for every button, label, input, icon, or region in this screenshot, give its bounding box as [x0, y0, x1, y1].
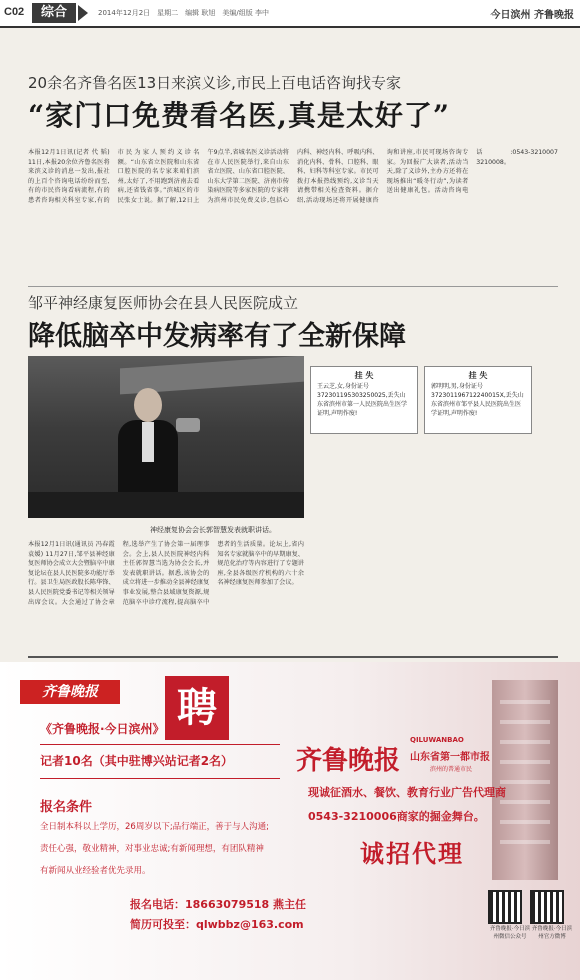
masthead-brand: 今日滨州 齐鲁晚报 — [490, 10, 574, 21]
ad-condition: 有新闻从业经验者优先录用。 — [40, 866, 151, 876]
notice-text: 郭明明,男,身份证号372301196712240015X,丢失山东省滨州市邹平县人民医院出生医学证明,声明作废! — [431, 383, 524, 417]
ad-condition: 责任心强，敬业精神，对事业忠诚;有新闻理想，有团队精神 — [40, 844, 264, 854]
hiring-badge: 聘 — [165, 676, 229, 740]
story2-body: 本报12月1日讯(通讯员 冯春霞 袁媛) 11月27日,邹平县神经康复医师协会成立大会暨脑卒中康复论坛在县人民医院多功能厅举行。县卫生局医政股长陈华锋、县人民医院党委书记等相关领导出席会议。大会通过了协会章程,选举产生了协会第一届理事会。会上,县人民医院神经内科主任郭智慧当选为协会会长,并发表就职讲话。据悉,该协会的成立将进一步推动全县神经康复事业发展,整合县域康复资源,规范脑卒中诊疗流程,提高脑卒中患者的生活质量。论坛上,省内知名专家就脑卒中的早期康复、规范化治疗等内容进行了专题讲座,全县各级医疗机构的六十余名神经康复医师参加了会议。 — [28, 541, 304, 606]
page-code: C02 — [4, 6, 25, 18]
qr-caption: 齐鲁晚报·今日滨州官方微博 — [531, 926, 573, 940]
qr-code-icon — [530, 890, 564, 924]
ad-logo: 齐鲁晚报 — [20, 680, 120, 704]
story1-headline: “家门口免费看名医,真是太好了” — [28, 99, 450, 132]
ad-rule — [40, 744, 280, 745]
ad-positions: 记者10名（其中驻博兴站记者2名） — [40, 754, 234, 768]
ad-agent-heading: 诚招代理 — [360, 839, 464, 868]
story1-kicker: 20余名齐鲁名医13日来滨义诊,市民上百电话咨询找专家 — [28, 74, 401, 92]
lost-notice — [424, 366, 532, 434]
ad-title: 《齐鲁晚报·今日滨州》 — [40, 722, 165, 736]
section-label: 综合 — [32, 3, 76, 23]
qr-block — [488, 890, 532, 940]
photo-caption: 神经康复协会会长郭智慧发表就职讲话。 — [150, 526, 276, 534]
ad-pinyin: QILUWANBAO — [410, 736, 464, 744]
lost-notice — [310, 366, 418, 434]
ad-phone: 报名电话：18663079518 燕主任 — [130, 898, 307, 911]
ad-conditions-title: 报名条件 — [40, 800, 93, 815]
notice-title: 挂 失 — [354, 371, 374, 380]
ad-brand: 齐鲁晚报 — [296, 746, 401, 776]
story2-headline: 降低脑卒中发病率有了全新保障 — [28, 321, 406, 352]
ad-phone-line: 0543-3210006商家的掘金舞台。 — [308, 810, 485, 823]
notice-title: 挂 失 — [468, 371, 488, 380]
ad-subtitle: 山东省第一都市报 — [410, 752, 490, 763]
podium-desk — [28, 492, 304, 518]
story1-body: 本报12月1日讯(记者 代 韬) 11日,本报20余位齐鲁名医将来滨义诊的消息一发出,报社的上百个咨询电话纷纷而至,有的市民咨询看病流程,有的患者咨询相关科室专家,有的市民为家人预约义诊名额。“山东省立医院和山东省口腔医院的名专家来咱们滨州,太好了,不用跑到济南去看病,还省钱省事。”滨城区的市民张女士说。据了解,12日上午9点半,省城名医义诊活动将在市人民医院举行,来自山东省立医院、山东省口腔医院、山东大学第二医院、济南市传染病医院等多家医院的专家将为滨州市民免费义诊,包括心内科、神经内科、呼吸内科、消化内科、骨科、口腔科、眼科、妇科等科室专家。市民可拨打本报热线预约,义诊当天请携带相关检查资料。据介绍,活动现场还将开展健康咨询和讲座,市民可现场咨询专家。为回报广大读者,活动当天,除了义诊外,主办方还将在现场推出“暖冬行动”,为读者送出健康礼包。活动咨询电话:0543-3210007 3210008。 — [28, 149, 558, 204]
speaker-figure — [118, 388, 178, 508]
qr-caption: 齐鲁晚报·今日滨州微信公众号 — [489, 926, 531, 940]
ad-rule — [40, 778, 280, 779]
issue-meta: 2014年12月2日 星期二 编辑 耿旭 美编/组版 李中 — [98, 9, 269, 17]
ad-email: 简历可投至：qlwbbz@163.com — [130, 918, 304, 931]
ad-condition: 全日制本科以上学历，26周岁以下;品行端正，善于与人沟通; — [40, 822, 270, 832]
ad-recruit-line: 现诚征酒水、餐饮、教育行业广告代理商 — [308, 786, 506, 799]
qr-code-icon — [488, 890, 522, 924]
story2-kicker: 邹平神经康复医师协会在县人民医院成立 — [28, 294, 299, 312]
microphone-icon — [176, 418, 200, 432]
section-arrow-icon — [78, 5, 88, 21]
ad-slogan: 滨州的普通市民 — [430, 766, 473, 773]
building-graphic — [492, 680, 558, 880]
divider — [28, 286, 558, 287]
qr-block — [530, 890, 574, 940]
notice-text: 王云芝,女,身份证号372301195303250025,丢失山东省滨州市第一人民医院出生医学证明,声明作废! — [317, 383, 408, 417]
news-photo — [28, 356, 304, 518]
ad-divider — [28, 656, 558, 658]
